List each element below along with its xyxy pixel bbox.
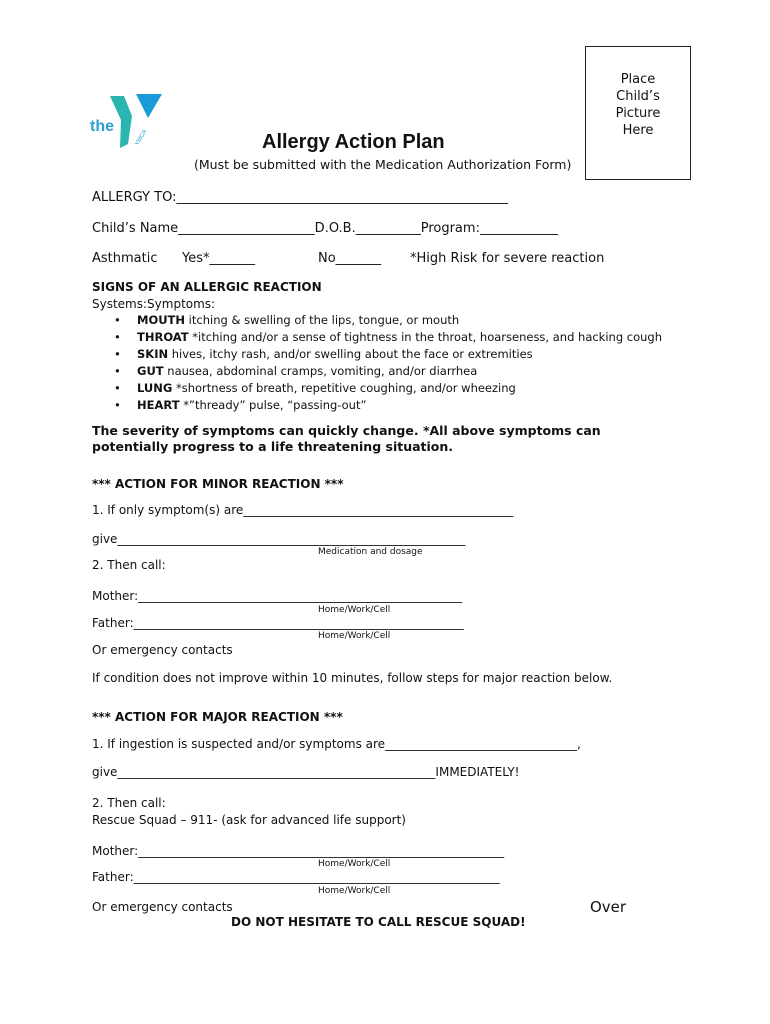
- page-subtitle: (Must be submitted with the Medication Authorization Form): [194, 157, 572, 172]
- minor-step2: 2. Then call:: [92, 558, 166, 572]
- organ-throat: THROAT: [137, 330, 189, 344]
- list-item: • HEART *”thready” pulse, “passing-out”: [114, 398, 367, 412]
- major-father: Father:_____________________________________________________________: [92, 870, 500, 884]
- asthmatic-label: Asthmatic: [92, 251, 158, 266]
- major-step1: 1. If ingestion is suspected and/or symptoms are________________________________,: [92, 737, 581, 751]
- allergy-to-field: ALLERGY TO:___________________________________________________: [92, 190, 508, 205]
- symptom-desc: nausea, abdominal cramps, vomiting, and/or diarrhea: [163, 364, 478, 378]
- organ-mouth: MOUTH: [137, 313, 186, 327]
- do-not-hesitate: DO NOT HESITATE TO CALL RESCUE SQUAD!: [231, 915, 526, 929]
- major-step2: 2. Then call:: [92, 796, 166, 810]
- ymca-logo: [88, 88, 168, 154]
- list-item: • THROAT *itching and/or a sense of tightness in the throat, hoarseness, and hacking cough: [114, 330, 663, 344]
- organ-lung: LUNG: [137, 381, 173, 395]
- mother-caption: Home/Work/Cell: [318, 605, 391, 615]
- minor-condition: If condition does not improve within 10 minutes, follow steps for major reaction below.: [92, 671, 613, 685]
- child-info-line: Child’s Name_____________________D.O.B.__________Program:____________: [92, 221, 558, 236]
- symptom-desc: itching & swelling of the lips, tongue, or mouth: [185, 313, 460, 327]
- page-title: Allergy Action Plan: [262, 131, 445, 153]
- major-reaction-heading: *** ACTION FOR MAJOR REACTION ***: [92, 710, 343, 724]
- symptom-desc: *itching and/or a sense of tightness in the throat, hoarseness, and hacking cough: [188, 330, 663, 344]
- list-item: • LUNG *shortness of breath, repetitive coughing, and/or wheezing: [114, 381, 516, 395]
- minor-give: give__________________________________________________________: [92, 532, 466, 546]
- major-emergency: Or emergency contacts: [92, 900, 233, 914]
- minor-father: Father:_______________________________________________________: [92, 616, 464, 630]
- picture-placeholder: [585, 46, 691, 180]
- logo-the-text: the: [90, 118, 114, 135]
- list-item: • MOUTH itching & swelling of the lips, tongue, or mouth: [114, 313, 460, 327]
- father-caption: Home/Work/Cell: [318, 886, 391, 896]
- organ-skin: SKIN: [137, 347, 169, 361]
- symptom-list: [92, 313, 662, 415]
- list-item: • GUT nausea, abdominal cramps, vomiting, and/or diarrhea: [114, 364, 478, 378]
- high-risk-note: *High Risk for severe reaction: [410, 251, 605, 266]
- over-label: Over: [590, 898, 627, 916]
- mother-caption: Home/Work/Cell: [318, 859, 391, 869]
- picture-placeholder-text: Place Child’s Picture Here: [615, 72, 661, 138]
- minor-mother: Mother:______________________________________________________: [92, 589, 463, 603]
- minor-step1: 1. If only symptom(s) are_____________________________________________: [92, 503, 514, 517]
- minor-reaction-heading: *** ACTION FOR MINOR REACTION ***: [92, 477, 344, 491]
- systems-label: Systems:Symptoms:: [92, 297, 216, 311]
- symptom-desc: *”thready” pulse, “passing-out”: [179, 398, 367, 412]
- logo-small-text: YMCA: [134, 128, 149, 147]
- rescue-squad: Rescue Squad – 911- (ask for advanced life support): [92, 813, 406, 827]
- medication-caption: Medication and dosage: [318, 547, 423, 557]
- list-item: • SKIN hives, itchy rash, and/or swelling about the face or extremities: [114, 347, 533, 361]
- signs-heading: SIGNS OF AN ALLERGIC REACTION: [92, 280, 322, 294]
- father-caption: Home/Work/Cell: [318, 631, 391, 641]
- major-mother: Mother:_____________________________________________________________: [92, 844, 505, 858]
- organ-gut: GUT: [137, 364, 164, 378]
- major-give: give_____________________________________________________IMMEDIATELY!: [92, 765, 520, 779]
- asthmatic-yes: Yes*_______: [182, 251, 255, 266]
- severity-warning: The severity of symptoms can quickly change. *All above symptoms can potentially progress to a life threatening situation.: [92, 423, 601, 454]
- symptom-desc: *shortness of breath, repetitive coughing, and/or wheezing: [172, 381, 516, 395]
- organ-heart: HEART: [137, 398, 180, 412]
- asthmatic-no: No_______: [318, 251, 382, 266]
- symptom-desc: hives, itchy rash, and/or swelling about the face or extremities: [168, 347, 533, 361]
- minor-emergency: Or emergency contacts: [92, 643, 233, 657]
